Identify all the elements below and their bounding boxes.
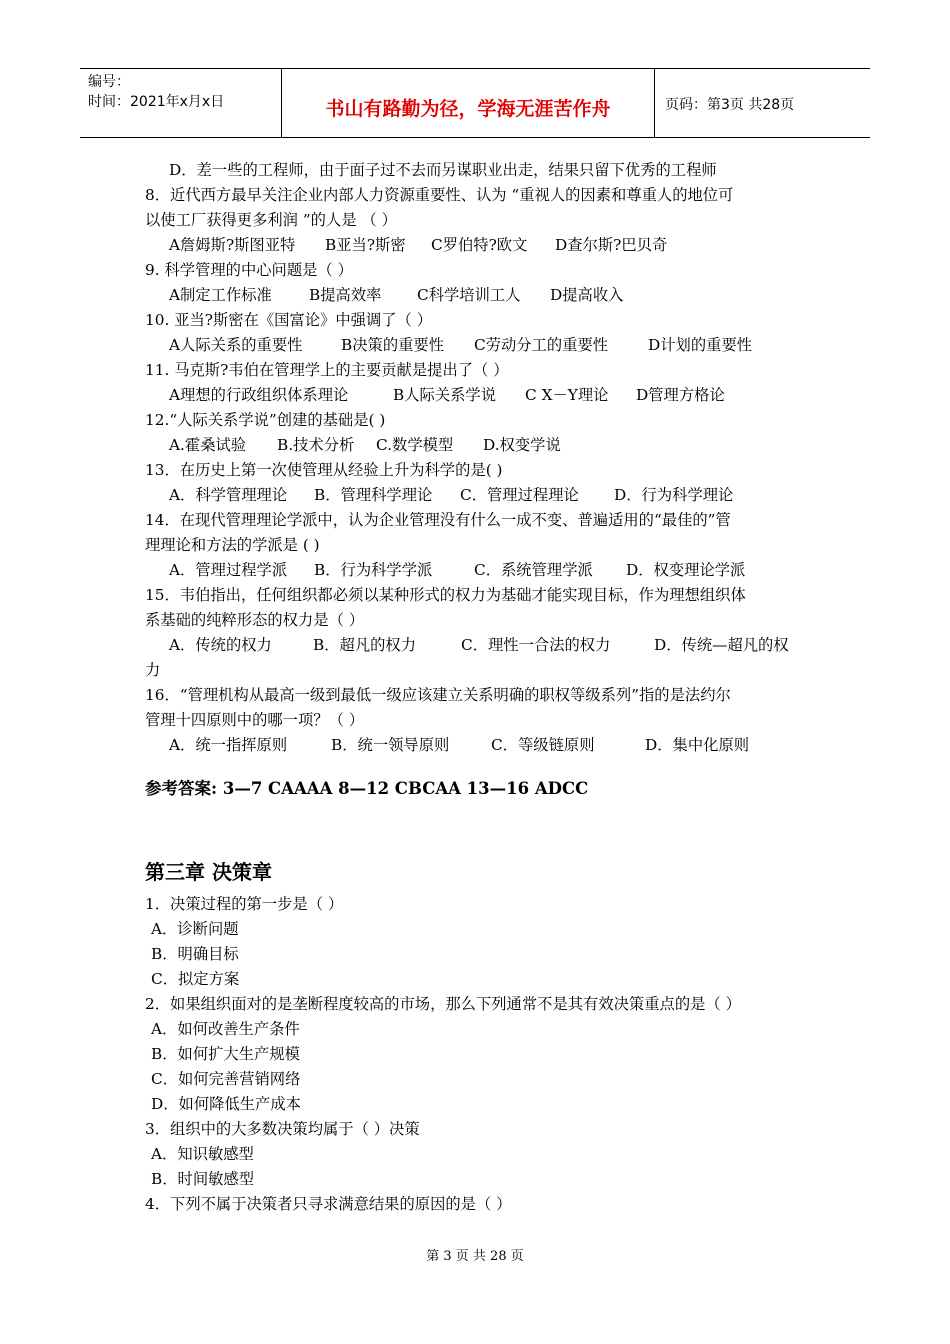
question-line: 2．如果组织面对的是垄断程度较高的市场，那么下列通常不是其有效决策重点的是（ ） [145, 995, 741, 1013]
question-line: 管理十四原则中的哪一项？（ ） [145, 711, 365, 729]
option-item: D管理方格论 [636, 386, 725, 404]
question-line: 1．决策过程的第一步是（ ） [145, 895, 344, 913]
question-line: 15．韦伯指出，任何组织都必须以某种形式的权力为基础才能实现目标，作为理想组织体 [145, 586, 746, 604]
option-line: A．知识敏感型 [151, 1145, 254, 1163]
option-row [145, 558, 815, 583]
option-item: D．权变理论学派 [626, 561, 746, 579]
option-item: B．统一领导原则 [331, 736, 450, 754]
question-line: 4．下列不属于决策者只寻求满意结果的原因的是（ ） [145, 1195, 512, 1213]
option-item: D查尔斯?巴贝奇 [555, 236, 668, 254]
document-number-label: 编号： [88, 74, 130, 90]
option-row [145, 633, 815, 658]
document-date: 时间：2021年x月x日 [88, 94, 225, 110]
option-item: A人际关系的重要性 [169, 336, 303, 354]
option-item: A.霍桑试验 [169, 436, 247, 454]
question-line: 14．在现代管理理论学派中，认为企业管理没有什么一成不变、普遍适用的“最佳的”管 [145, 511, 731, 529]
option-item: A．管理过程学派 [169, 561, 288, 579]
option-item: D．传统—超凡的权 [654, 636, 789, 654]
option-row [145, 283, 815, 308]
question-line: 理理论和方法的学派是 ( ) [145, 536, 320, 554]
document-body [145, 158, 815, 1217]
page-footer: 第 3 页 共 28 页 [426, 1249, 524, 1264]
option-item: B．行为科学学派 [314, 561, 433, 579]
question-line: 10. 亚当?斯密在《国富论》中强调了（ ） [145, 311, 433, 329]
question-line: 16．“管理机构从最高一级到最低一级应该建立关系明确的职权等级系列”指的是法约尔 [145, 686, 731, 704]
question-line: 力 [145, 661, 161, 679]
chapter-question-list [145, 892, 815, 1217]
option-line: C．拟定方案 [151, 970, 240, 988]
page-header [80, 68, 870, 138]
option-item: D提高收入 [550, 286, 624, 304]
question-line: 13．在历史上第一次使管理从经验上升为科学的是( ) [145, 461, 503, 479]
question-line: 3．组织中的大多数决策均属于（ ）决策 [145, 1120, 420, 1138]
option-item: A．统一指挥原则 [169, 736, 288, 754]
option-item: B提高效率 [309, 286, 382, 304]
option-row [145, 333, 815, 358]
option-line: D．差一些的工程师，由于面子过不去而另谋职业出走，结果只留下优秀的工程师 [169, 161, 717, 179]
question-list [145, 158, 815, 758]
option-line: B．明确目标 [151, 945, 239, 963]
option-item: B.技术分析 [277, 436, 355, 454]
option-item: B决策的重要性 [341, 336, 445, 354]
option-item: A．科学管理理论 [169, 486, 288, 504]
header-page-info: 页码：第3页 共28页 [665, 97, 795, 113]
option-item: B人际关系学说 [393, 386, 497, 404]
option-line: A．如何改善生产条件 [151, 1020, 300, 1038]
question-line: 12.“人际关系学说”创建的基础是( ) [145, 411, 386, 429]
option-row [145, 383, 815, 408]
question-line: 11. 马克斯?韦伯在管理学上的主要贡献是提出了（ ） [145, 361, 509, 379]
option-row [145, 733, 815, 758]
option-item: C罗伯特?欧文 [431, 236, 528, 254]
option-line: B．时间敏感型 [151, 1170, 255, 1188]
option-item: C．理性一合法的权力 [461, 636, 611, 654]
option-item: A制定工作标准 [169, 286, 272, 304]
option-item: A詹姆斯?斯图亚特 [169, 236, 296, 254]
chapter-title: 第三章 决策章 [145, 860, 272, 884]
option-item: D．集中化原则 [645, 736, 750, 754]
header-meta [80, 69, 282, 137]
option-item: A．传统的权力 [169, 636, 272, 654]
option-item: D计划的重要性 [648, 336, 753, 354]
option-item: B亚当?斯密 [325, 236, 406, 254]
question-line: 8．近代西方最早关注企业内部人力资源重要性、认为 “重视人的因素和尊重人的地位可 [145, 186, 734, 204]
option-row [145, 483, 815, 508]
option-item: C.数学模型 [376, 436, 454, 454]
option-row [145, 233, 815, 258]
option-item: C劳动分工的重要性 [474, 336, 609, 354]
option-item: B．管理科学理论 [314, 486, 433, 504]
question-line: 以使工厂获得更多利润 ”的人是 （ ） [145, 211, 397, 229]
header-motto: 书山有路勤为径，学海无涯苦作舟 [282, 69, 655, 137]
option-item: C．系统管理学派 [474, 561, 593, 579]
option-line: B．如何扩大生产规模 [151, 1045, 300, 1063]
answer-key: 参考答案: 3—7 CAAAA 8—12 CBCAA 13—16 ADCC [145, 779, 589, 798]
option-item: D.权变学说 [483, 436, 561, 454]
option-item: D．行为科学理论 [614, 486, 734, 504]
option-row [145, 433, 815, 458]
option-item: C X－Y理论 [525, 386, 609, 404]
option-line: C．如何完善营销网络 [151, 1070, 301, 1088]
question-line: 9. 科学管理的中心问题是（ ） [145, 261, 353, 279]
option-item: A理想的行政组织体系理论 [169, 386, 349, 404]
question-line: 系基础的纯粹形态的权力是（ ） [145, 611, 365, 629]
option-item: C．管理过程理论 [460, 486, 579, 504]
option-line: D．如何降低生产成本 [151, 1095, 301, 1113]
option-item: C．等级链原则 [491, 736, 595, 754]
option-line: A．诊断问题 [151, 920, 239, 938]
option-item: B．超凡的权力 [313, 636, 417, 654]
option-item: C科学培训工人 [417, 286, 521, 304]
